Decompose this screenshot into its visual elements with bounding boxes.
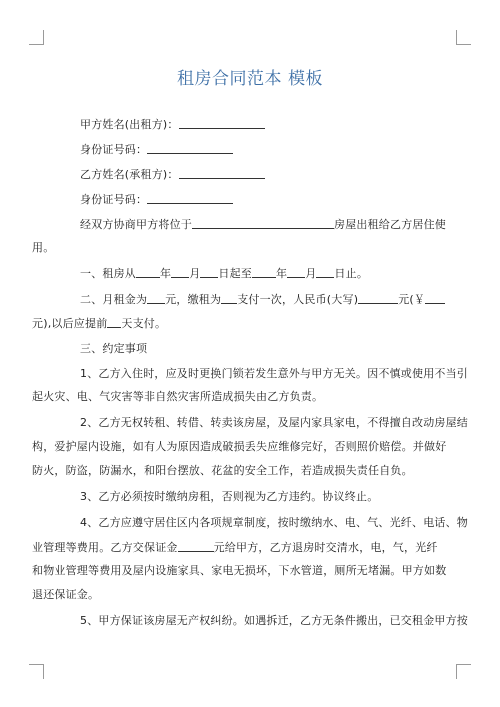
party-a-name-label: 甲方姓名(出租方)： [80,118,179,131]
document-title: 租房合同范本 模板 [177,69,323,89]
item-4-line-2 [32,540,438,555]
term-end-label: 日止。 [334,267,369,280]
party-b-name-line [80,167,440,182]
page-corner-mark-bottom-left [29,664,44,679]
intro-suffix: 房屋出租给乙方居住使 [334,218,446,231]
intro-line-1 [80,217,446,232]
item-2-line-3: 防火，防盗，防漏水，和阳台摆放、花盆的安全工作，若造成损失责任自负。 [32,464,413,477]
item-4-line-4: 退还保证金。 [32,588,100,601]
item-3: 3、乙方必须按时缴纳房租，否则视为乙方违约。协议终止。 [80,490,379,503]
page-corner-mark-top-right [456,30,471,45]
property-address-blank[interactable] [192,217,334,229]
item-4-line-3: 和物业管理等费用及屋内设施家具、家电无损坏，下水管道，厕所无堵漏。甲方如数 [32,564,447,577]
party-a-id-blank[interactable] [147,142,233,154]
rent-label: 二、月租金为 [80,293,148,306]
term-year-label: 年 [160,267,172,280]
term-end-year-blank[interactable] [252,266,276,278]
rent-period-blank[interactable] [221,292,237,304]
section-3-heading: 三、约定事项 [80,342,148,355]
term-end-month-blank[interactable] [287,266,305,278]
party-b-name-blank[interactable] [179,167,265,179]
rent-advance-days-blank[interactable] [107,316,121,328]
party-a-id-line [80,142,440,157]
item-4-deposit-label: 业管理等费用。乙方交保证金 [32,541,178,554]
term-end-month-label: 月 [305,267,317,280]
party-b-id-label: 身份证号码： [80,193,148,206]
term-end-year-label: 年 [276,267,288,280]
term-start-month-blank[interactable] [171,266,189,278]
term-until-label: 日起至 [218,267,253,280]
rent-capital-amount-blank[interactable] [358,292,398,304]
rent-numeric-amount-blank[interactable] [425,292,445,304]
page-corner-mark-top-left [29,30,44,45]
item-4-deposit-terms: 元给甲方，乙方退房时交清水，电，气，光纤 [213,541,438,554]
term-start-day-blank[interactable] [200,266,218,278]
term-from-label: 一、租房从 [80,267,136,280]
term-start-year-blank[interactable] [136,266,160,278]
page-corner-mark-bottom-right [456,664,471,679]
party-a-name-line [80,117,440,132]
rent-line-1 [80,292,440,307]
item-1-line-1: 1、乙方入住时，应及时更换门锁若发生意外与甲方无关。因不慎或使用不当引 [80,367,468,380]
party-b-id-blank[interactable] [147,192,233,204]
deposit-amount-blank[interactable] [178,540,214,552]
party-b-name-label: 乙方姓名(承租方)： [80,168,179,181]
term-line [80,266,440,281]
intro-prefix: 经双方协商甲方将位于 [80,218,192,231]
party-a-name-blank[interactable] [179,117,265,129]
rent-advance-label: 元),以后应提前 [32,317,108,330]
item-4-line-1: 4、乙方应遵守居住区内各项规章制度，按时缴纳水、电、气、光纤、电话、物 [80,516,468,529]
rent-line-2 [32,316,410,331]
item-5-line-1: 5、甲方保证该房屋无产权纠纷。如遇拆迁，乙方无条件搬出，已交租金甲方按 [80,614,468,627]
item-1-line-2: 起火灾、电、气灾害等非自然灾害所造成损失由乙方负责。 [32,390,324,403]
rent-amount-blank[interactable] [147,292,165,304]
intro-continuation: 用。 [32,241,55,254]
rent-yuan-label: 元(￥ [398,293,426,306]
party-b-id-line [80,192,440,207]
item-2-line-2: 构，爱护屋内设施，如有人为原因造成破损丢失应维修完好，否则照价赔偿。并做好 [32,440,447,453]
rent-days-label: 天支付。 [121,317,167,330]
term-end-day-blank[interactable] [316,266,334,278]
item-2-line-1: 2、乙方无权转租、转借、转卖该房屋，及屋内家具家电，不得擅自改动房屋结 [80,416,468,429]
rent-payment-label: 元，缴租为 [165,293,222,306]
intro-line-2 [32,241,410,255]
party-a-id-label: 身份证号码： [80,143,148,156]
term-month-label: 月 [189,267,201,280]
rent-rmb-label: 支付一次，人民币(大写) [237,293,359,306]
